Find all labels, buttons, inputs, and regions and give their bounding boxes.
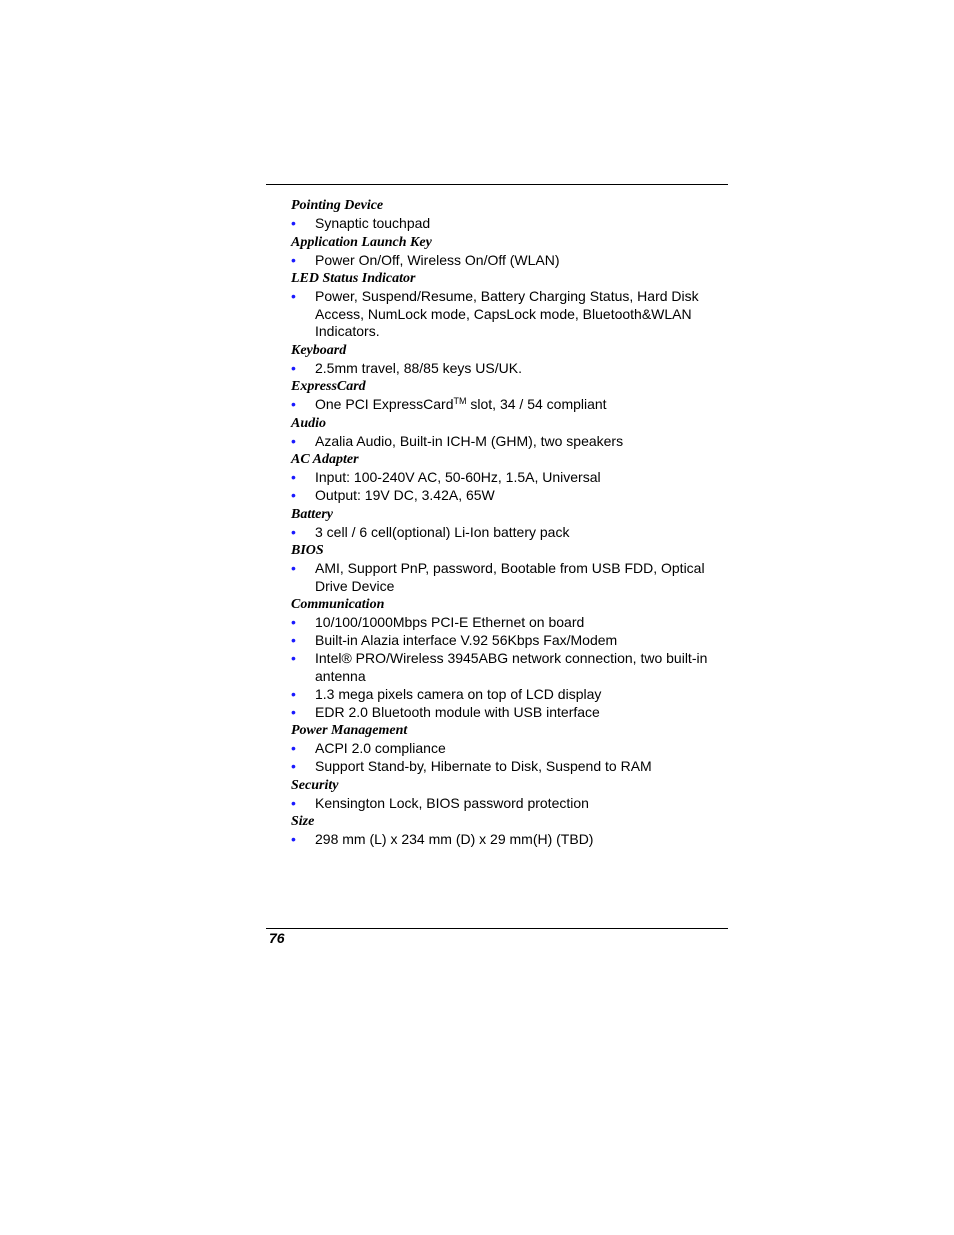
trademark-superscript: TM [453, 396, 467, 406]
list-item [291, 831, 731, 849]
header-rule [266, 184, 728, 185]
bullet-icon: • [291, 251, 296, 268]
section-title: BIOS [291, 543, 324, 558]
section-title: Keyboard [291, 342, 347, 358]
spec-content [291, 196, 731, 849]
bullet-icon: • [291, 650, 296, 666]
section-title: ExpressCard [291, 379, 366, 394]
bullet-list [291, 433, 731, 451]
list-item-text: Azalia Audio, Built-in ICH-M (GHM), two speakers [315, 432, 624, 449]
section-bios [291, 542, 731, 595]
list-item [291, 704, 731, 722]
section-battery [291, 506, 731, 542]
list-item-text: One PCI ExpressCard [315, 396, 454, 412]
section-communication [291, 596, 731, 721]
bullet-icon: • [291, 740, 296, 756]
section-title: Security [291, 777, 339, 793]
list-item-text: 2.5mm travel, 88/85 keys US/UK. [315, 359, 522, 376]
section-pointing-device [291, 197, 731, 233]
bullet-list [291, 795, 731, 813]
bullet-list [291, 740, 731, 776]
list-item-text: AMI, Support PnP, password, Bootable from USB FDD, Optical Drive Device [315, 560, 705, 594]
list-item-text: 1.3 mega pixels camera on top of LCD display [315, 685, 602, 702]
bullet-icon: • [291, 523, 296, 540]
section-application-launch-key [291, 234, 731, 270]
section-size [291, 813, 731, 849]
footer-rule [266, 928, 728, 929]
bullet-list [291, 469, 731, 505]
section-led-status-indicator [291, 270, 731, 341]
section-title: Application Launch Key [291, 234, 432, 250]
bullet-list [291, 524, 731, 542]
bullet-list [291, 215, 731, 233]
bullet-icon: • [291, 396, 296, 412]
list-item [291, 758, 731, 776]
list-item-text: Built-in Alazia interface V.92 56Kbps Fax/Modem [315, 632, 618, 648]
section-title: Communication [291, 597, 385, 612]
bullet-list [291, 614, 731, 721]
bullet-icon: • [291, 614, 296, 630]
list-item-text: 10/100/1000Mbps PCI-E Ethernet on board [315, 614, 585, 630]
list-item-text: 3 cell / 6 cell(optional) Li-Ion battery pack [315, 523, 570, 540]
section-title: Audio [291, 415, 327, 431]
bullet-icon: • [291, 685, 296, 702]
bullet-icon: • [291, 831, 296, 847]
bullet-list [291, 831, 731, 849]
section-security [291, 777, 731, 813]
list-item [291, 614, 731, 632]
section-title: Pointing Device [291, 198, 384, 213]
section-title: LED Status Indicator [291, 271, 416, 286]
list-item [291, 252, 731, 270]
bullet-icon: • [291, 215, 296, 231]
list-item [291, 215, 731, 233]
bullet-icon: • [291, 469, 296, 485]
page-number: 76 [269, 930, 285, 946]
bullet-icon: • [291, 794, 296, 811]
section-audio [291, 415, 731, 451]
bullet-icon: • [291, 288, 296, 304]
list-item-text: Input: 100-240V AC, 50-60Hz, 1.5A, Universal [315, 469, 601, 485]
section-title: Size [291, 814, 315, 829]
list-item-text: EDR 2.0 Bluetooth module with USB interface [315, 703, 600, 720]
list-item-text: 298 mm (L) x 234 mm (D) x 29 mm(H) (TBD) [315, 831, 594, 847]
list-item-text: Support Stand-by, Hibernate to Disk, Suspend to RAM [315, 758, 652, 774]
bullet-icon: • [291, 560, 296, 576]
section-expresscard [291, 378, 731, 414]
section-power-management [291, 722, 731, 776]
section-title: AC Adapter [291, 452, 359, 467]
list-item-text: slot, 34 / 54 compliant [466, 396, 607, 412]
bullet-icon: • [291, 632, 296, 648]
list-item-text: Synaptic touchpad [315, 215, 431, 231]
list-item [291, 632, 731, 650]
bullet-list [291, 360, 731, 378]
bullet-icon: • [291, 432, 296, 449]
list-item [291, 288, 731, 341]
list-item [291, 686, 731, 704]
list-item-text: Kensington Lock, BIOS password protection [315, 794, 589, 811]
bullet-icon: • [291, 758, 296, 774]
section-keyboard [291, 342, 731, 378]
bullet-icon: • [291, 703, 296, 720]
list-item-text: Power, Suspend/Resume, Battery Charging Status, Hard Disk Access, NumLock mode, CapsLock mode, Bluetooth&WLAN Indicators. [315, 288, 699, 339]
bullet-icon: • [291, 359, 296, 376]
bullet-icon: • [291, 487, 296, 503]
list-item [291, 650, 731, 685]
list-item [291, 560, 731, 595]
list-item [291, 487, 731, 505]
section-title: Battery [291, 506, 333, 522]
section-title: Power Management [291, 723, 408, 738]
list-item [291, 795, 731, 813]
list-item-text: Intel® PRO/Wireless 3945ABG network connection, two built-in antenna [315, 650, 708, 684]
list-item [291, 396, 731, 414]
bullet-list [291, 560, 731, 595]
list-item [291, 433, 731, 451]
list-item [291, 524, 731, 542]
list-item-text: Output: 19V DC, 3.42A, 65W [315, 487, 495, 503]
list-item-text: ACPI 2.0 compliance [315, 740, 446, 756]
list-item [291, 740, 731, 758]
list-item [291, 469, 731, 487]
bullet-list [291, 288, 731, 341]
bullet-list [291, 252, 731, 270]
list-item [291, 360, 731, 378]
list-item-text: Power On/Off, Wireless On/Off (WLAN) [315, 251, 560, 268]
bullet-list [291, 396, 731, 414]
section-ac-adapter [291, 451, 731, 505]
